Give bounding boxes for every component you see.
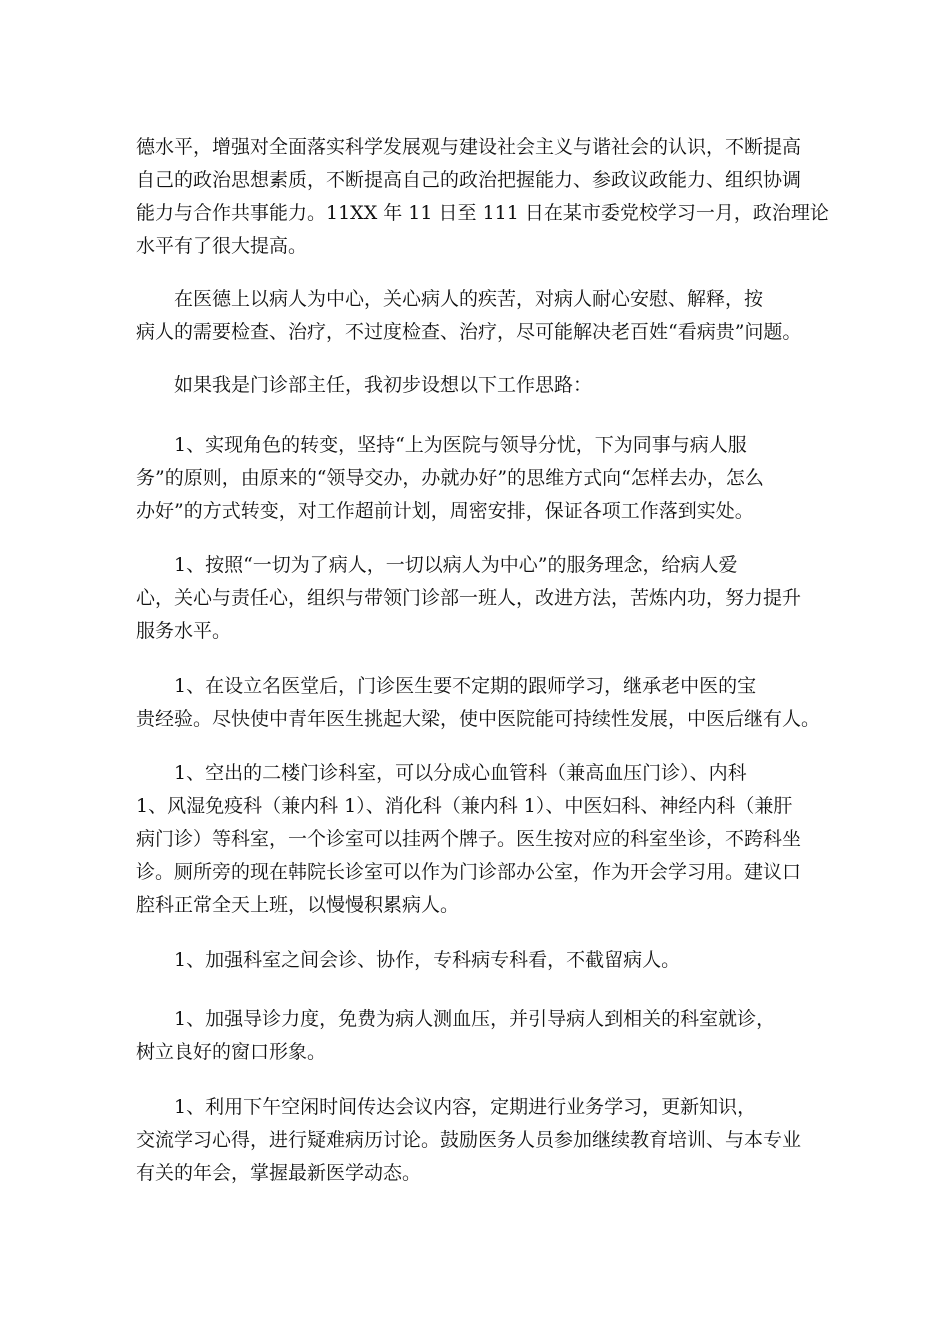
text-line: 能力与合作共事能力。11XX 年 11 日至 111 日在某市委党校学习一月，政治理论 (136, 202, 829, 224)
text-line: 服务水平。 (136, 620, 232, 642)
paragraph-consultation (136, 944, 836, 977)
paragraph-famous-doctors (136, 670, 836, 736)
text-line: 贵经验。尽快使中青年医生挑起大梁，使中医院能可持续性发展，中医后继有人。 (136, 708, 821, 730)
paragraph-service-concept (136, 549, 836, 648)
text-line: 如果我是门诊部主任，我初步设想以下工作思路： (136, 374, 593, 396)
paragraph-work-ideas-intro (136, 369, 836, 402)
text-line: 水平有了很大提高。 (136, 235, 308, 257)
text-line: 在医德上以病人为中心，关心病人的疾苦，对病人耐心安慰、解释，按 (136, 288, 764, 310)
text-line: 诊。厕所旁的现在韩院长诊室可以作为门诊部办公室，作为开会学习用。建议口 (136, 861, 802, 883)
text-line: 1、加强导诊力度，免费为病人测血压，并引导病人到相关的科室就诊， (136, 1008, 776, 1030)
text-line: 自己的政治思想素质，不断提高自己的政治把握能力、参政议政能力、组织协调 (136, 169, 802, 191)
text-line: 1、利用下午空闲时间传达会议内容，定期进行业务学习，更新知识， (136, 1096, 757, 1118)
text-line: 1、空出的二楼门诊科室，可以分成心血管科（兼高血压门诊）、内科 (136, 762, 747, 784)
text-line: 德水平，增强对全面落实科学发展观与建设社会主义与谐社会的认识，不断提高 (136, 136, 802, 158)
paragraph-role-change (136, 429, 836, 528)
text-line: 1、在设立名医堂后，门诊医生要不定期的跟师学习，继承老中医的宝 (136, 675, 757, 697)
paragraph-political-level (136, 131, 836, 263)
paragraph-medical-ethics (136, 283, 836, 349)
text-line: 1、加强科室之间会诊、协作，专科病专科看，不截留病人。 (136, 949, 681, 971)
text-line: 交流学习心得，进行疑难病历讨论。鼓励医务人员参加继续教育培训、与本专业 (136, 1129, 802, 1151)
text-line: 1、风湿免疫科（兼内科 1）、消化科（兼内科 1）、中医妇科、神经内科（兼肝 (136, 795, 793, 817)
text-line: 树立良好的窗口形象。 (136, 1041, 327, 1063)
text-line: 病人的需要检查、治疗，不过度检查、治疗，尽可能解决老百姓“看病贵”问题。 (136, 321, 802, 343)
text-line: 腔科正常全天上班，以慢慢积累病人。 (136, 894, 460, 916)
text-line: 办好”的方式转变，对工作超前计划，周密安排，保证各项工作落到实处。 (136, 500, 754, 522)
paragraph-clinic-rooms (136, 757, 836, 922)
text-line: 有关的年会，掌握最新医学动态。 (136, 1162, 422, 1184)
text-line: 1、实现角色的转变，坚持“上为医院与领导分忧，下为同事与病人服 (136, 434, 747, 456)
paragraph-study (136, 1091, 836, 1190)
text-line: 病门诊）等科室，一个诊室可以挂两个牌子。医生按对应的科室坐诊，不跨科坐 (136, 828, 802, 850)
text-line: 1、按照“一切为了病人，一切以病人为中心”的服务理念，给病人爱 (136, 554, 738, 576)
text-line: 心，关心与责任心，组织与带领门诊部一班人，改进方法，苦炼内功，努力提升 (136, 587, 802, 609)
text-line: 务”的原则，由原来的“领导交办，办就办好”的思维方式向“怎样去办，怎么 (136, 467, 764, 489)
paragraph-guidance (136, 1003, 836, 1069)
